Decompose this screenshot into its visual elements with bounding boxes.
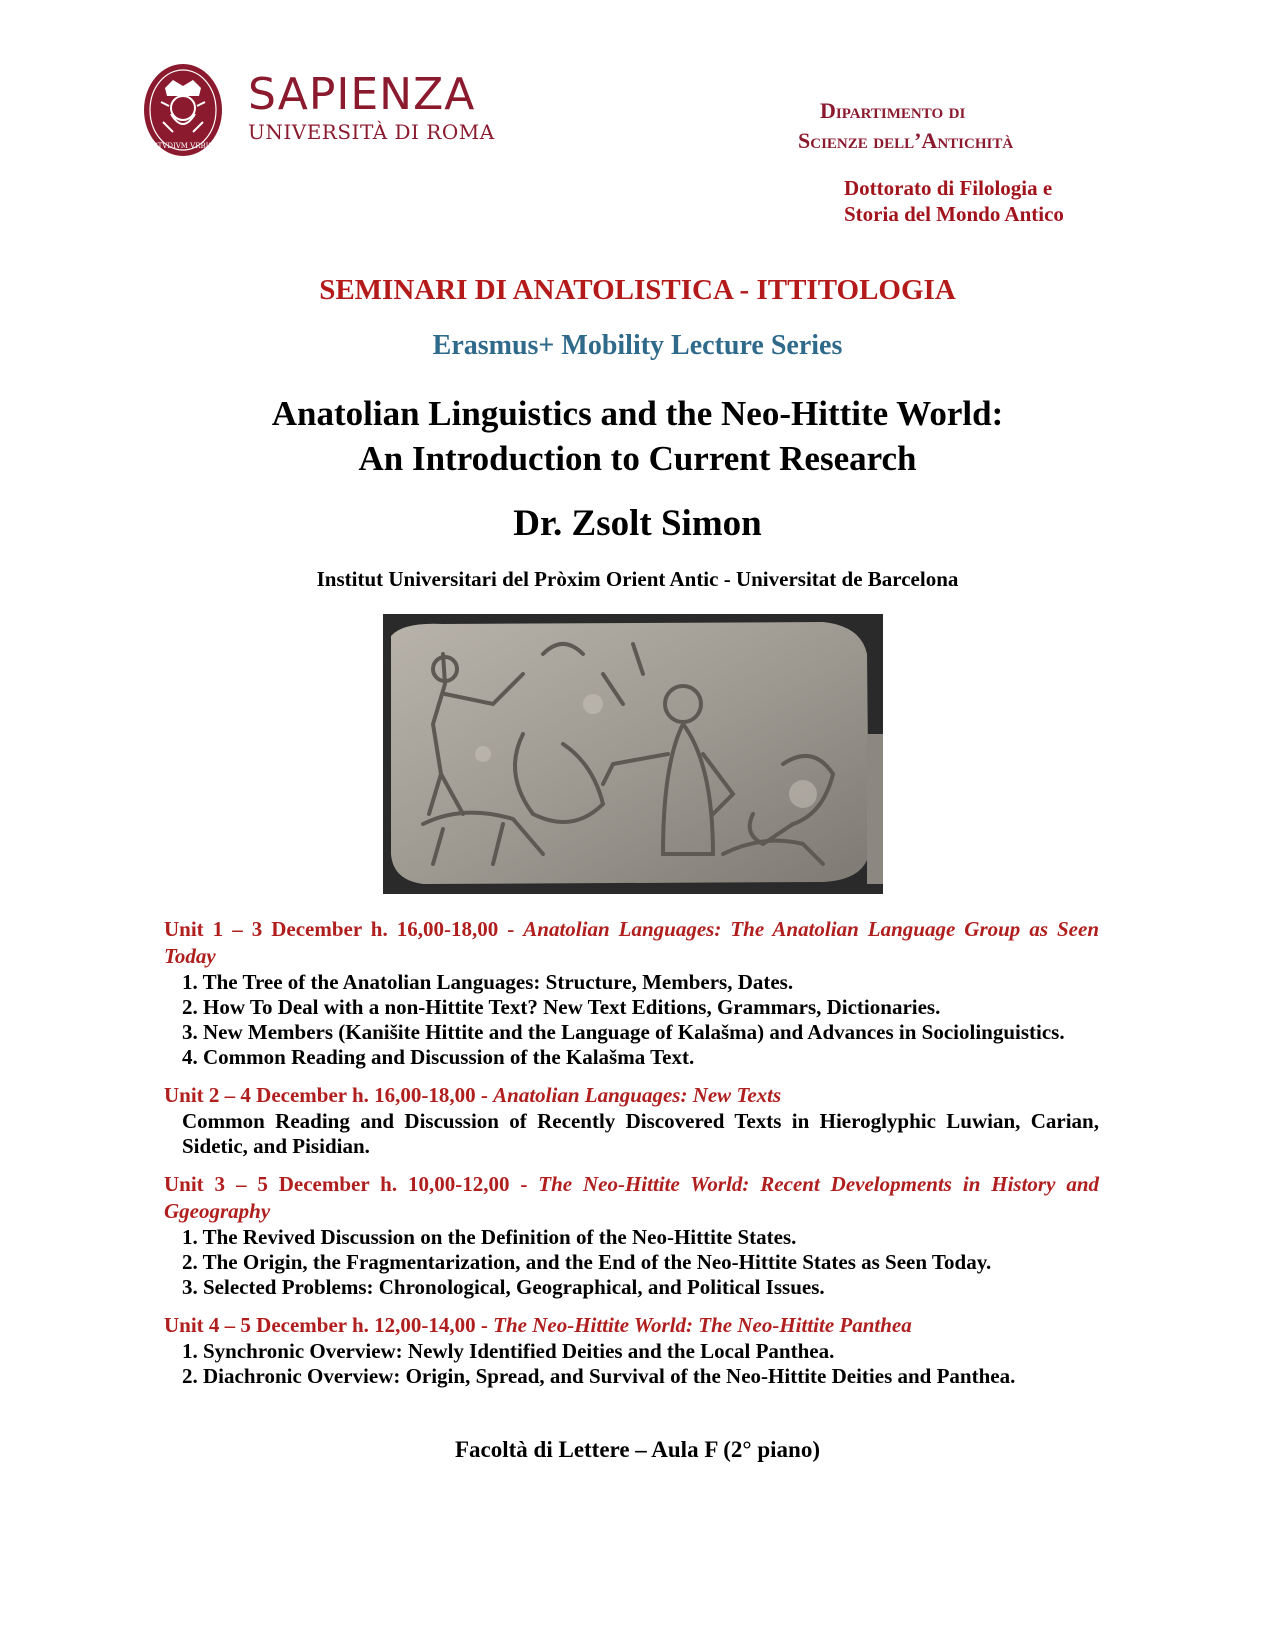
unit-description: Common Reading and Discussion of Recently Discovered Texts in Hieroglyphic Luwian, Carian, Sidetic, and Pisidian. — [182, 1109, 1099, 1158]
sapienza-seal-logo — [143, 62, 223, 158]
svg-text:STVDIVM VRBIS: STVDIVM VRBIS — [152, 142, 214, 150]
unit-3 — [164, 1171, 1099, 1300]
lecture-title-line-2: An Introduction to Current Research — [358, 439, 917, 478]
lecture-title-line-1: Anatolian Linguistics and the Neo-Hittite World: — [271, 394, 1004, 433]
program-list — [164, 916, 1099, 1401]
list-item: 1. The Tree of the Anatolian Languages: Structure, Members, Dates. — [182, 970, 794, 994]
list-item: 3. Selected Problems: Chronological, Geographical, and Political Issues. — [182, 1275, 825, 1299]
department-line-2: Scienze dell’Antichità — [798, 128, 1014, 153]
doctorate-line-1: Dottorato di Filologia e — [844, 176, 1053, 200]
unit-date: Unit 4 – 5 December h. 12,00-14,00 - — [164, 1313, 494, 1337]
unit-date: Unit 1 – 3 December h. 16,00-18,00 - — [164, 917, 524, 941]
department-block — [798, 96, 1014, 156]
list-item: 1. The Revived Discussion on the Definition of the Neo-Hittite States. — [182, 1225, 797, 1249]
department-line-1: Dipartimento di — [820, 98, 966, 123]
lecture-title — [0, 391, 1275, 481]
brand-subtitle: UNIVERSITÀ DI ROMA — [248, 120, 495, 144]
unit-4 — [164, 1312, 1099, 1389]
speaker-name: Dr. Zsolt Simon — [513, 503, 762, 544]
list-item: 2. How To Deal with a non-Hittite Text? New Text Editions, Grammars, Dictionaries. — [182, 995, 941, 1019]
unit-date: Unit 2 – 4 December h. 16,00-18,00 - — [164, 1083, 494, 1107]
unit-heading — [164, 1082, 1099, 1109]
unit-heading — [164, 916, 1099, 970]
unit-topic: The Neo-Hittite World: The Neo-Hittite Panthea — [493, 1313, 912, 1337]
venue: Facoltà di Lettere – Aula F (2° piano) — [454, 1437, 821, 1462]
list-item: 2. Diachronic Overview: Origin, Spread, and Survival of the Neo-Hittite Deities and Panthea. — [182, 1364, 1016, 1388]
speaker-affiliation: Institut Universitari del Pròxim Orient Antic - Universitat de Barcelona — [316, 567, 959, 591]
unit-1 — [164, 916, 1099, 1070]
doctorate-line-2: Storia del Mondo Antico — [844, 202, 1064, 226]
program-title: Erasmus+ Mobility Lecture Series — [432, 330, 843, 361]
unit-items — [164, 970, 1099, 1070]
doctorate-block — [844, 175, 1064, 227]
brand-name: SAPIENZA — [248, 69, 476, 120]
unit-heading — [164, 1171, 1099, 1225]
list-item: 2. The Origin, the Fragmentarization, and the End of the Neo-Hittite States as Seen Today. — [182, 1250, 992, 1274]
list-item: 1. Synchronic Overview: Newly Identified Deities and the Local Panthea. — [182, 1339, 835, 1363]
list-item: 4. Common Reading and Discussion of the Kalašma Text. — [182, 1045, 695, 1069]
unit-topic: The Neo-Hittite World: Recent Developments in History and Ggeography — [164, 1172, 1099, 1223]
unit-heading — [164, 1312, 1099, 1339]
unit-topic: Anatolian Languages: New Texts — [493, 1083, 782, 1107]
series-title: SEMINARI DI ANATOLISTICA - ITTITOLOGIA — [319, 274, 956, 306]
unit-date: Unit 3 – 5 December h. 10,00-12,00 - — [164, 1172, 539, 1196]
unit-items — [164, 1339, 1099, 1389]
university-brand — [248, 69, 495, 144]
unit-2 — [164, 1082, 1099, 1159]
unit-items — [164, 1225, 1099, 1300]
neo-hittite-relief-image — [383, 614, 883, 894]
list-item: 3. New Members (Kanišite Hittite and the Language of Kalašma) and Advances in Sociolinguistics. — [182, 1020, 1065, 1044]
unit-topic: Anatolian Languages: The Anatolian Language Group as Seen Today — [164, 917, 1100, 968]
